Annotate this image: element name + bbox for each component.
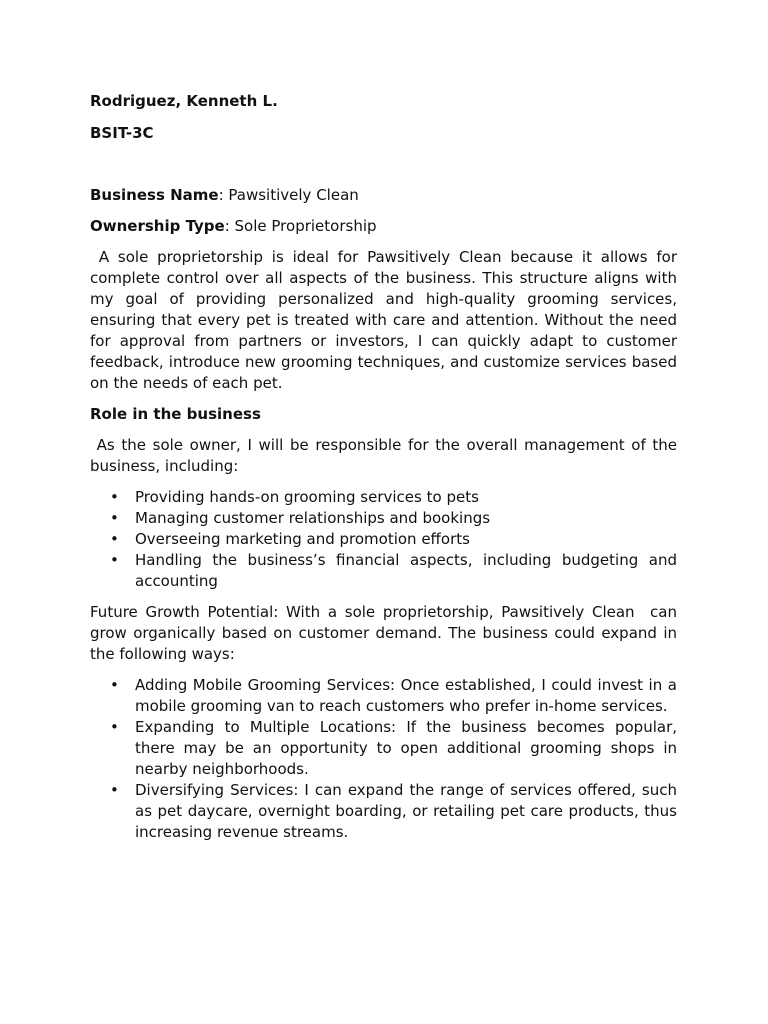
growth-intro-paragraph: Future Growth Potential: With a sole proprietorship, Pawsitively Clean can grow organically based on customer demand. The business could expand in the following ways:: [90, 603, 682, 663]
business-name-label: Business Name: [90, 186, 219, 204]
list-item: [90, 675, 677, 717]
list-item: [90, 550, 677, 592]
ownership-type-line: [90, 216, 677, 237]
bullet-icon: •: [110, 676, 119, 694]
role-item-text: Overseeing marketing and promotion efforts: [135, 530, 470, 548]
role-bullet-list: [90, 487, 677, 592]
business-name-line: [90, 185, 677, 206]
role-intro-paragraph: As the sole owner, I will be responsible for the overall management of the business, including:: [90, 436, 682, 475]
growth-item-text: Expanding to Multiple Locations: If the business becomes popular, there may be an opportunity to open additional grooming shops in nearby neighborhoods.: [135, 718, 677, 778]
bullet-icon: •: [110, 718, 119, 736]
bullet-icon: •: [110, 551, 119, 569]
student-section: BSIT-3C: [90, 124, 154, 142]
ownership-paragraph: A sole proprietorship is ideal for Pawsitively Clean because it allows for complete control over all aspects of the business. This structure aligns with my goal of providing personalized and high-quality grooming services, ensuring that every pet is treated with care and attention. Without the need for approval from partners or investors, I can quickly adapt to customer feedback, introduce new grooming techniques, and customize services based on the needs of each pet.: [90, 248, 682, 392]
bullet-icon: •: [110, 530, 119, 548]
bullet-icon: •: [110, 781, 119, 799]
bullet-icon: •: [110, 488, 119, 506]
ownership-type-label: Ownership Type: [90, 217, 225, 235]
list-item: [90, 780, 677, 843]
list-item: [90, 487, 677, 508]
role-item-text: Managing customer relationships and bookings: [135, 509, 491, 527]
ownership-type-value: : Sole Proprietorship: [224, 217, 377, 235]
role-item-text: Providing hands-on grooming services to pets: [135, 488, 479, 506]
growth-bullet-list: [90, 675, 677, 843]
list-item: [90, 508, 677, 529]
role-item-text: Handling the business’s financial aspects, including budgeting and accounting: [135, 551, 677, 590]
bullet-icon: •: [110, 509, 119, 527]
growth-item-text: Adding Mobile Grooming Services: Once established, I could invest in a mobile grooming van to reach customers who prefer in-home services.: [135, 676, 677, 715]
document-page: [90, 91, 682, 853]
growth-item-text: Diversifying Services: I can expand the range of services offered, such as pet daycare, overnight boarding, or retailing pet care products, thus increasing revenue streams.: [135, 781, 677, 841]
role-heading: Role in the business: [90, 405, 261, 423]
student-name: Rodriguez, Kenneth L.: [90, 92, 278, 110]
business-name-value: : Pawsitively Clean: [218, 186, 359, 204]
list-item: [90, 529, 677, 550]
list-item: [90, 717, 677, 780]
